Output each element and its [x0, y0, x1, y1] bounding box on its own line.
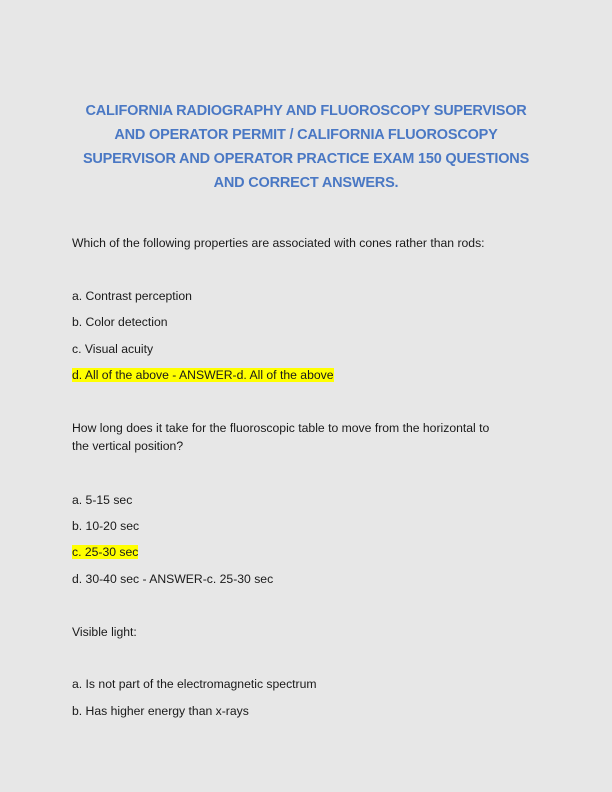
title-line-2: AND OPERATOR PERMIT / CALIFORNIA FLUOROSCOPY	[114, 127, 498, 143]
question-1-option-b: b. Color detection	[72, 315, 168, 329]
answer-highlight: c. 25-30 sec	[72, 545, 139, 559]
question-3-option-b: b. Has higher energy than x-rays	[72, 704, 249, 718]
document-title	[62, 99, 550, 195]
question-1-text: Which of the following properties are associated with cones rather than rods:	[72, 236, 485, 250]
question-2-option-d: d. 30-40 sec - ANSWER-c. 25-30 sec	[72, 572, 274, 586]
question-1-option-a: a. Contrast perception	[72, 289, 192, 303]
question-3-option-a: a. Is not part of the electromagnetic spectrum	[72, 677, 317, 691]
question-2-text-line-1: How long does it take for the fluoroscopic table to move from the horizontal to	[72, 421, 490, 435]
question-3-text: Visible light:	[72, 625, 137, 639]
question-2-option-a: a. 5-15 sec	[72, 493, 133, 507]
answer-highlight: d. All of the above - ANSWER-d. All of the above	[72, 368, 334, 382]
question-1-answer	[72, 367, 334, 383]
question-2-text-line-2: the vertical position?	[72, 439, 184, 453]
title-line-4: AND CORRECT ANSWERS.	[213, 175, 399, 191]
title-line-1: CALIFORNIA RADIOGRAPHY AND FLUOROSCOPY SUPERVISOR	[85, 103, 527, 119]
title-line-3: SUPERVISOR AND OPERATOR PRACTICE EXAM 150 QUESTIONS	[82, 151, 530, 167]
question-2-option-c	[72, 544, 138, 560]
question-1-option-c: c. Visual acuity	[72, 342, 154, 356]
question-2-option-b: b. 10-20 sec	[72, 519, 140, 533]
